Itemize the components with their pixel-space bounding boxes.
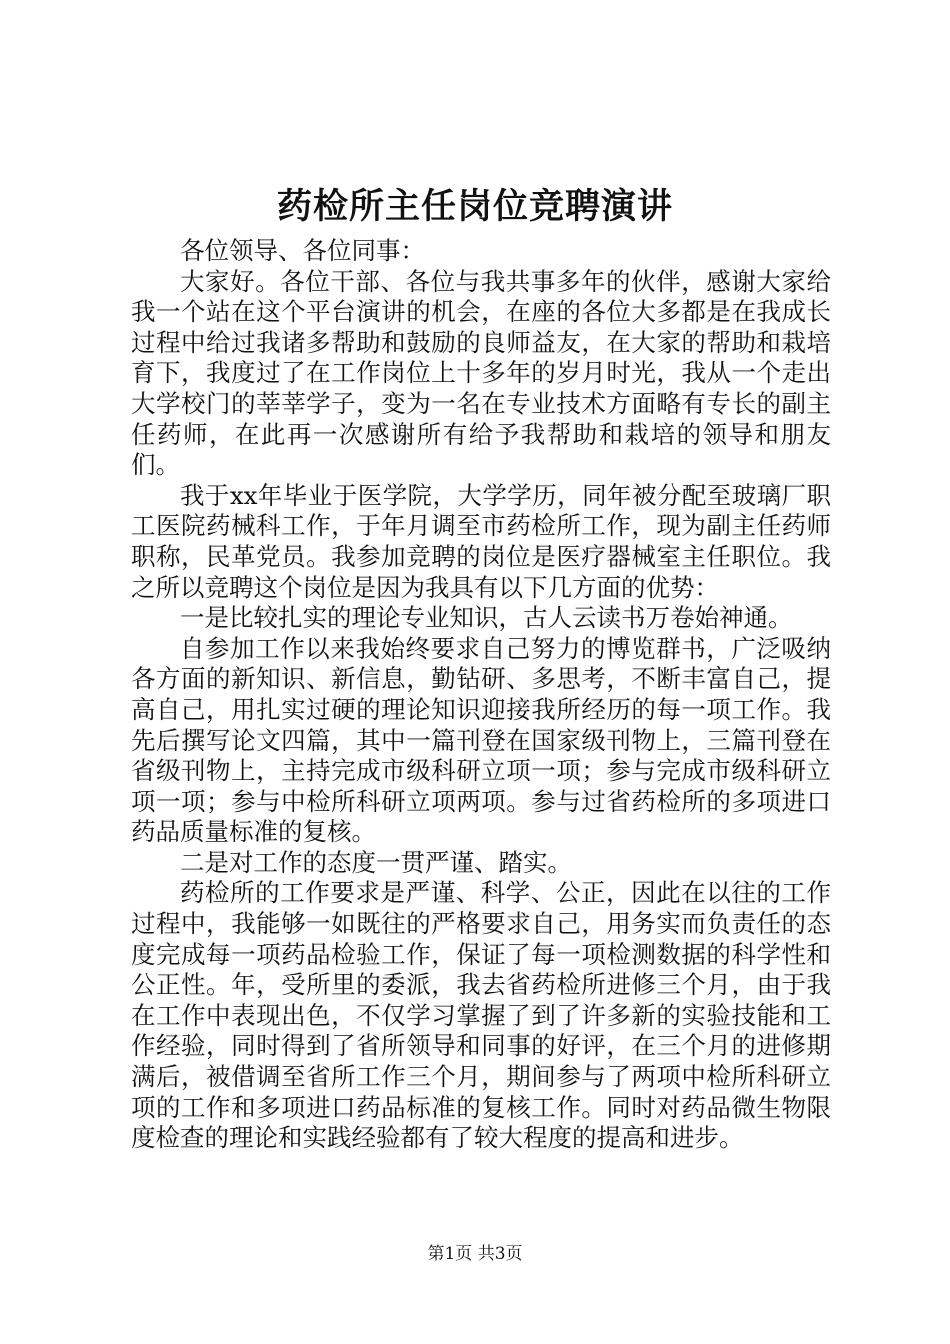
advantage-one-heading: 一是比较扎实的理论专业知识，古人云读书万卷始神通。 bbox=[180, 603, 793, 633]
background-paragraph: 我于xx年毕业于医学院，大学学历，同年被分配至玻璃厂职工医院药械科工作，于年月调至市药检所工作，现为副主任药师职称，民革党员。我参加竞聘的岗位是医疗器械室主任职位。我之所以竞聘这个岗位是因为我具有以下几方面的优势： bbox=[131, 480, 831, 602]
document-title: 药检所主任岗位竞聘演讲 bbox=[276, 186, 673, 227]
advantage-two-paragraph: 药检所的工作要求是严谨、科学、公正，因此在以往的工作过程中，我能够一如既往的严格要求自己，用务实而负责任的态度完成每一项药品检验工作，保证了每一项检测数据的科学性和公正性。年，受所里的委派，我去省药检所进修三个月，由于我在工作中表现出色，不仅学习掌握了到了许多新的实验技能和工作经验，同时得到了省所领导和同事的好评，在三个月的进修期满后，被借调至省所工作三个月，期间参与了两项中检所科研立项的工作和多项进口药品标准的复核工作。同时对药品微生物限度检查的理论和实践经验都有了较大程度的提高和进步。 bbox=[131, 878, 831, 1153]
page-number-footer: 第1页 共3页 bbox=[427, 1244, 523, 1264]
advantage-two-heading: 二是对工作的态度一贯严谨、踏实。 bbox=[180, 847, 572, 877]
greeting-paragraph: 各位领导、各位同事： bbox=[180, 236, 425, 265]
intro-paragraph: 大家好。各位干部、各位与我共事多年的伙伴，感谢大家给我一个站在这个平台演讲的机会，在座的各位大多都是在我成长过程中给过我诸多帮助和鼓励的良师益友，在大家的帮助和栽培育下，我度过了在工作岗位上十多年的岁月时光，我从一个走出大学校门的莘莘学子，变为一名在专业技术方面略有专长的副主任药师，在此再一次感谢所有给予我帮助和栽培的领导和朋友们。 bbox=[131, 266, 831, 480]
advantage-one-paragraph: 自参加工作以来我始终要求自己努力的博览群书，广泛吸纳各方面的新知识、新信息，勤钻研、多思考，不断丰富自己，提高自己，用扎实过硬的理论知识迎接我所经历的每一项工作。我先后撰写论文四篇，其中一篇刊登在国家级刊物上，三篇刊登在省级刊物上，主持完成市级科研立项一项；参与完成市级科研立项一项；参与中检所科研立项两项。参与过省药检所的多项进口药品质量标准的复核。 bbox=[131, 633, 831, 847]
document-body bbox=[131, 236, 831, 1154]
